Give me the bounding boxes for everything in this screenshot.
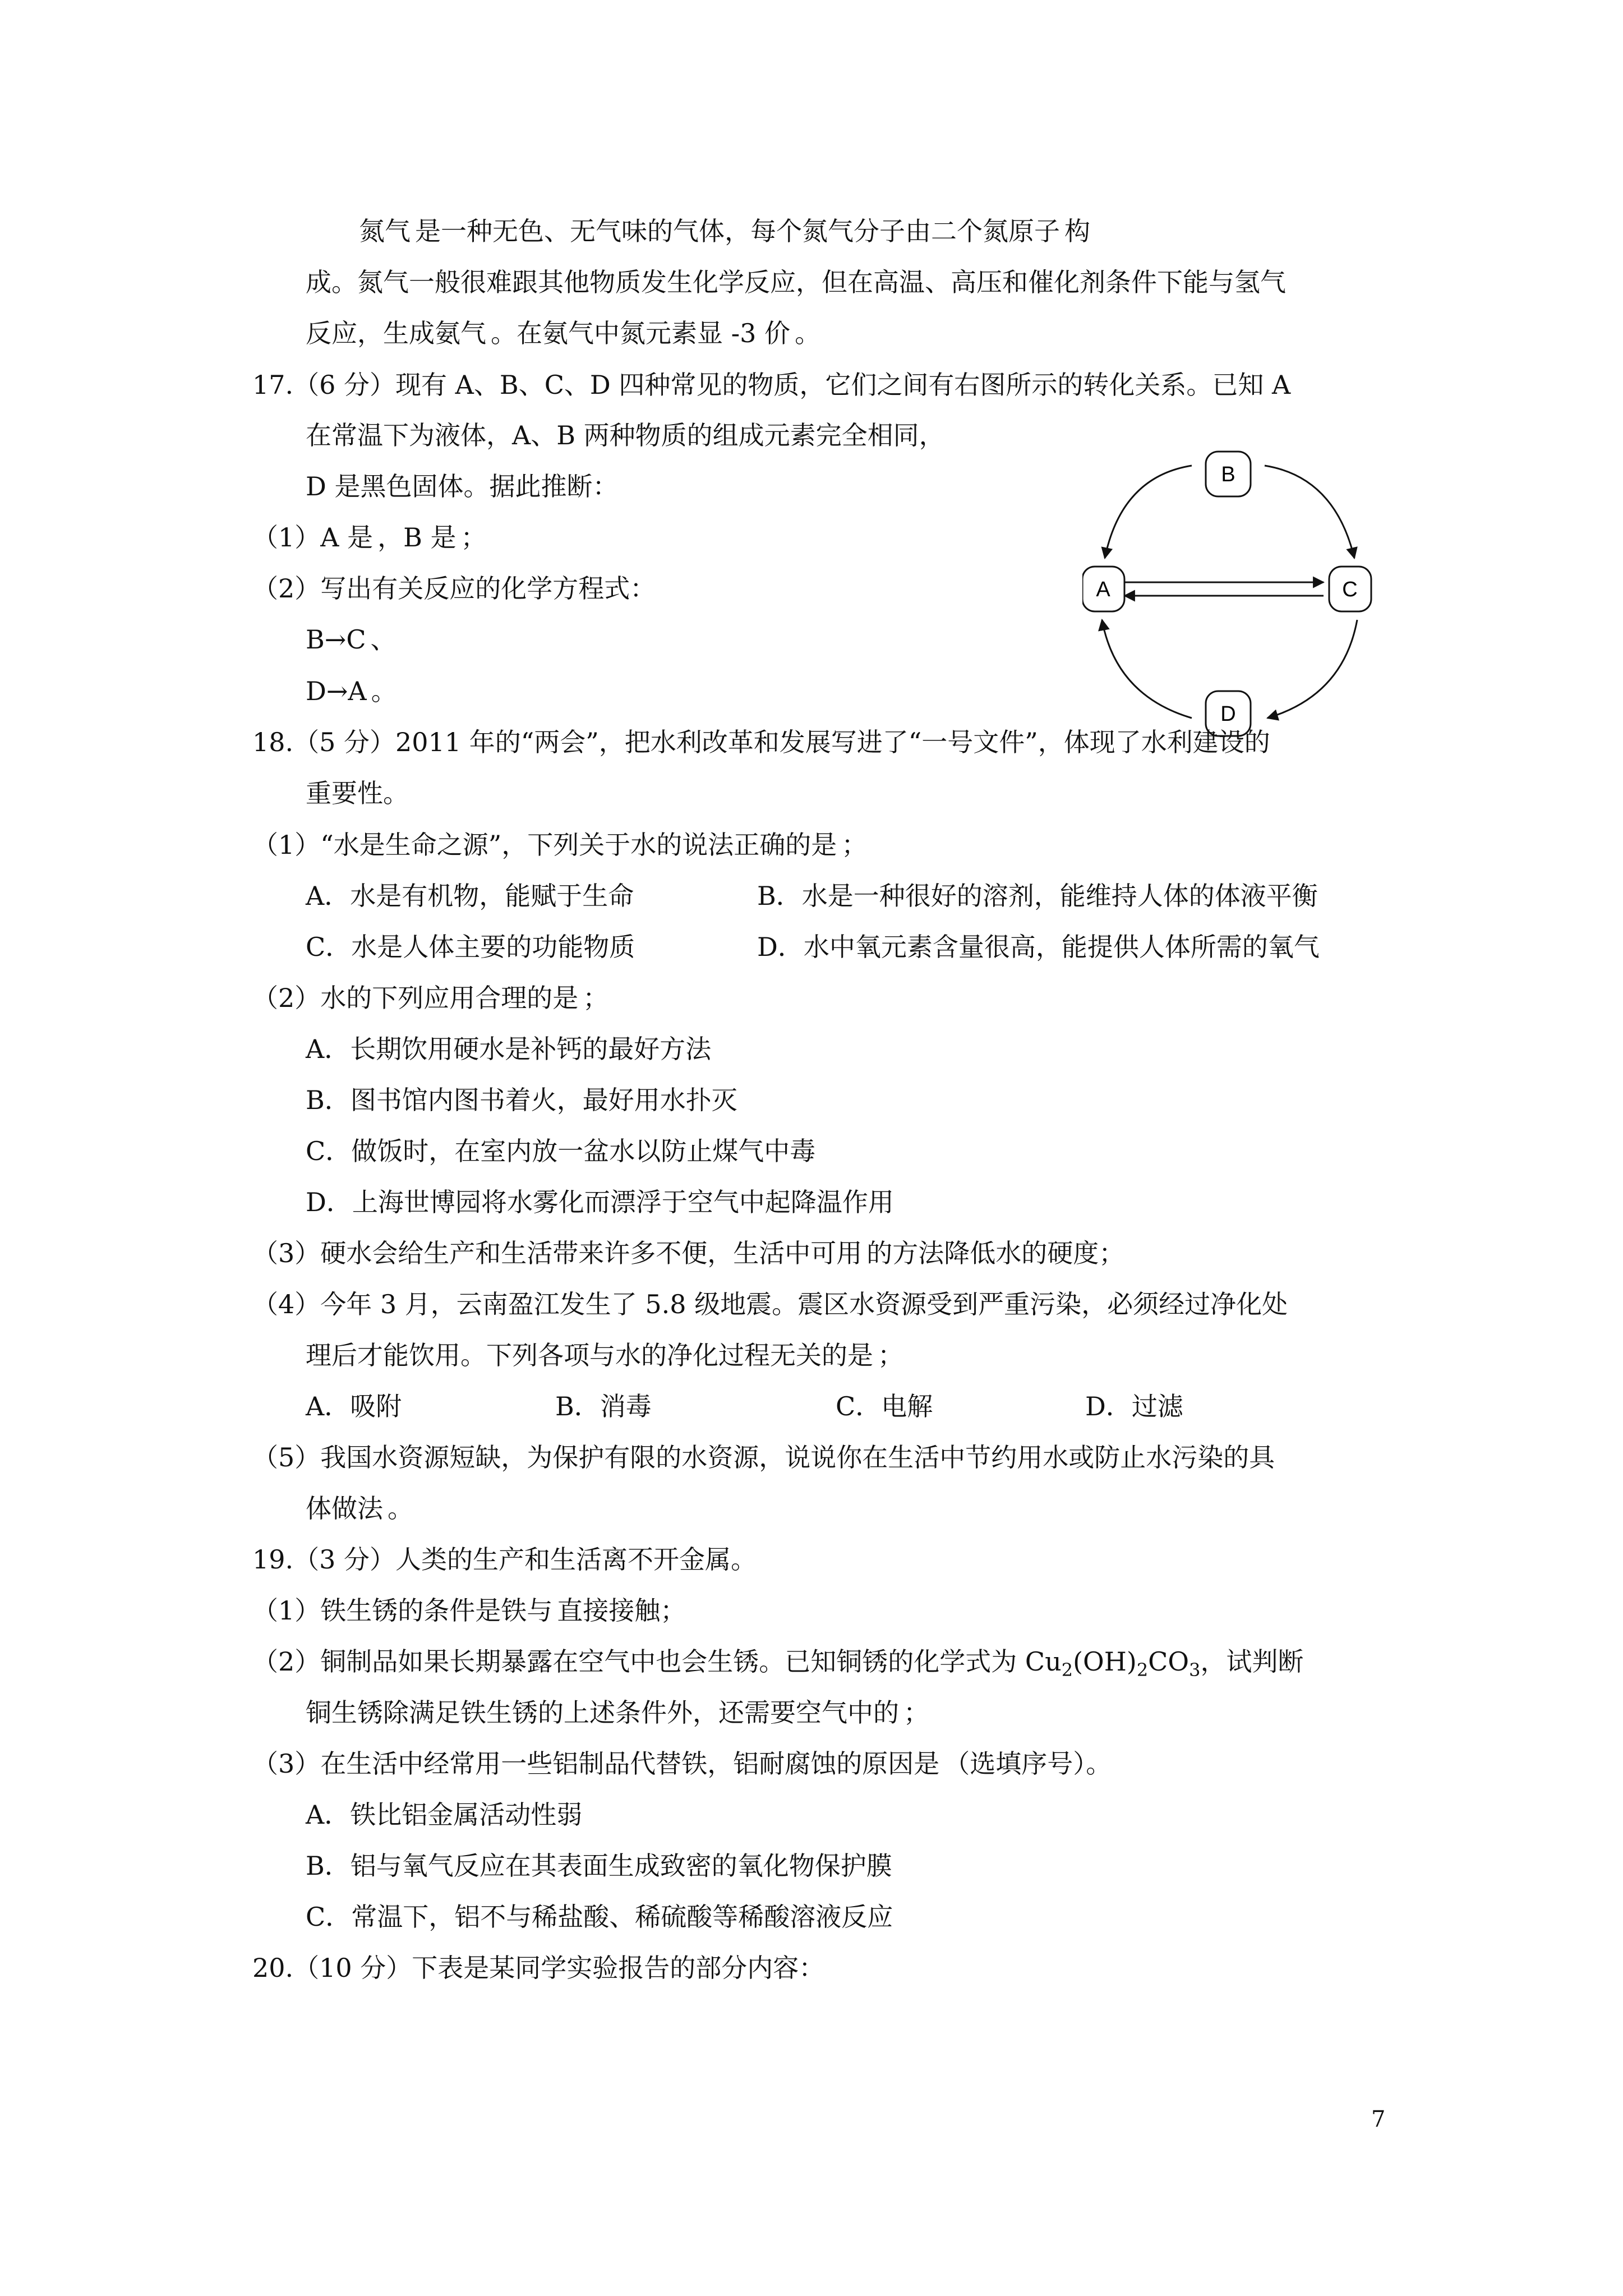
q19-part-2-line-2 xyxy=(306,1696,929,1729)
q17-stem-1: 17.（6 分）现有 A、B、C、D 四种常见的物质，它们之间有右图所示的转化关系。已知 A xyxy=(252,370,1291,400)
node-label: C xyxy=(1342,578,1358,601)
subscript: 2 xyxy=(1061,1659,1073,1681)
text: （3）硬水会给生产和生活带来许多不便，生活中可用 xyxy=(252,1238,863,1268)
text: 铜生锈除满足铁生锈的上述条件外，还需要空气中的 xyxy=(306,1697,899,1728)
q19-option-b: B．铝与氧气反应在其表面生成致密的氧化物保护膜 xyxy=(306,1851,892,1881)
q18-part-4-line-1: （4）今年 3 月，云南盈江发生了 5.8 级地震。震区水资源受到严重污染，必须经过净化处 xyxy=(252,1289,1288,1319)
q18-part-2-option-c: C．做饭时，在室内放一盆水以防止煤气中毒 xyxy=(306,1136,816,1166)
node-b xyxy=(1206,452,1251,496)
text: B→C xyxy=(306,624,366,655)
text: 是一种无色、无气味的气体，每个氮气分子由二个氮原子 xyxy=(415,216,1060,246)
q18-option-b: B．水是一种很好的溶剂，能维持人体的体液平衡 xyxy=(757,881,1318,911)
q19-option-c: C．常温下，铝不与稀盐酸、稀硫酸等稀酸溶液反应 xyxy=(306,1902,893,1932)
q18-option-a: A．水是有机物，能赋于生命 xyxy=(306,881,634,911)
q19-part-3 xyxy=(252,1747,1112,1780)
text: ； xyxy=(583,983,609,1013)
intro-line-2: 成。氮气一般很难跟其他物质发生化学反应，但在高温、高压和催化剂条件下能与氢气 xyxy=(306,267,1286,297)
node-label: A xyxy=(1096,578,1110,601)
q17-stem-3: D 是黑色固体。据此推断： xyxy=(306,471,619,501)
q18-option-d: D．水中氧元素含量很高，能提供人体所需的氧气 xyxy=(757,932,1320,962)
text: 氮气 xyxy=(359,216,411,246)
q19-part-2-line-1 xyxy=(252,1645,1304,1681)
transformation-diagram xyxy=(1082,449,1374,740)
text: (OH) xyxy=(1073,1646,1137,1677)
arrow-c-to-d xyxy=(1267,620,1357,718)
node-label: B xyxy=(1221,463,1235,486)
q17-stem-2: 在常温下为液体，A、B 两种物质的组成元素完全相同， xyxy=(306,420,945,450)
text: CO xyxy=(1148,1646,1189,1677)
q18-part-2-option-d: D．上海世博园将水雾化而漂浮于空气中起降温作用 xyxy=(306,1187,894,1217)
q18-part-5-line-1: （5）我国水资源短缺，为保护有限的水资源，说说你在生活中节约用水或防止水污染的具 xyxy=(252,1442,1275,1473)
subscript: 3 xyxy=(1189,1659,1201,1681)
text: （2）铜制品如果长期暴露在空气中也会生锈。已知铜锈的化学式为 Cu xyxy=(252,1646,1062,1677)
q18-part-1 xyxy=(252,828,867,862)
node-a xyxy=(1082,567,1124,611)
intro-line-3 xyxy=(306,316,820,350)
q17-part-2: （2）写出有关反应的化学方程式： xyxy=(252,573,656,604)
text: ； xyxy=(903,1697,929,1728)
q19-option-a: A．铁比铝金属活动性弱 xyxy=(306,1800,583,1830)
text: （1）“水是生命之源”，下列关于水的说法正确的是 xyxy=(252,830,837,860)
text: （选填序号）。 xyxy=(944,1749,1112,1779)
q18-part-4-option-c: C．电解 xyxy=(836,1391,933,1421)
subscript: 2 xyxy=(1136,1659,1149,1681)
text: ； xyxy=(841,830,868,860)
text: ； xyxy=(460,522,487,553)
text: 理后才能饮用。下列各项与水的净化过程无关的是 xyxy=(306,1340,873,1370)
q18-part-4-option-a: A．吸附 xyxy=(306,1391,402,1421)
text: 。 xyxy=(795,318,821,348)
q18-stem-2: 重要性。 xyxy=(306,778,409,808)
text: 直接接触； xyxy=(557,1595,686,1626)
q18-option-c: C．水是人体主要的功能物质 xyxy=(306,932,635,962)
text: 。在氨气中氮元素显 -3 价 xyxy=(491,318,791,348)
q17-equation-bc xyxy=(306,623,396,656)
text: D→A xyxy=(306,676,367,706)
text: 体做法 xyxy=(306,1493,383,1524)
arrow-d-to-a xyxy=(1102,620,1192,718)
intro-line-1 xyxy=(359,214,1090,248)
q18-part-5-line-2 xyxy=(306,1492,413,1525)
q19-part-1 xyxy=(252,1594,686,1627)
q19-stem: 19.（3 分）人类的生产和生活离不开金属。 xyxy=(252,1544,757,1575)
text: （1）铁生锈的条件是铁与 xyxy=(252,1595,553,1626)
text: ，试判断 xyxy=(1200,1646,1304,1677)
page-number: 7 xyxy=(1371,2106,1386,2132)
arrow-b-to-c xyxy=(1265,466,1354,558)
node-label: D xyxy=(1220,702,1236,726)
arrow-b-to-a xyxy=(1105,466,1192,558)
q17-equation-da xyxy=(306,674,397,708)
node-c xyxy=(1329,567,1371,611)
q18-part-3 xyxy=(252,1236,1124,1270)
q18-part-2-option-a: A．长期饮用硬水是补钙的最好方法 xyxy=(306,1034,712,1064)
q18-part-2 xyxy=(252,981,608,1015)
q18-part-4-option-b: B．消毒 xyxy=(555,1391,652,1421)
text: （1）A 是 xyxy=(252,522,374,553)
q18-part-4-line-2 xyxy=(306,1338,903,1372)
text: 。 xyxy=(371,676,397,706)
text: 。 xyxy=(388,1493,413,1524)
text: 、 xyxy=(370,624,396,655)
text: 反应，生成氨气 xyxy=(306,318,486,348)
text: 构 xyxy=(1064,216,1090,246)
q20-stem: 20.（10 分）下表是某同学实验报告的部分内容： xyxy=(252,1953,825,1983)
q18-part-2-option-b: B．图书馆内图书着火，最好用水扑灭 xyxy=(306,1085,737,1115)
q18-part-4-option-d: D．过滤 xyxy=(1085,1391,1183,1421)
text: （3）在生活中经常用一些铝制品代替铁，铝耐腐蚀的原因是 xyxy=(252,1749,940,1779)
q18-stem-1: 18.（5 分）2011 年的“两会”，把水利改革和发展写进了“一号文件”，体现了水利建设的 xyxy=(252,727,1270,757)
text: ，B 是 xyxy=(377,522,457,553)
text: （2）水的下列应用合理的是 xyxy=(252,983,579,1013)
text: ； xyxy=(878,1340,903,1370)
text: 的方法降低水的硬度； xyxy=(866,1238,1125,1268)
q17-part-1 xyxy=(252,521,487,554)
